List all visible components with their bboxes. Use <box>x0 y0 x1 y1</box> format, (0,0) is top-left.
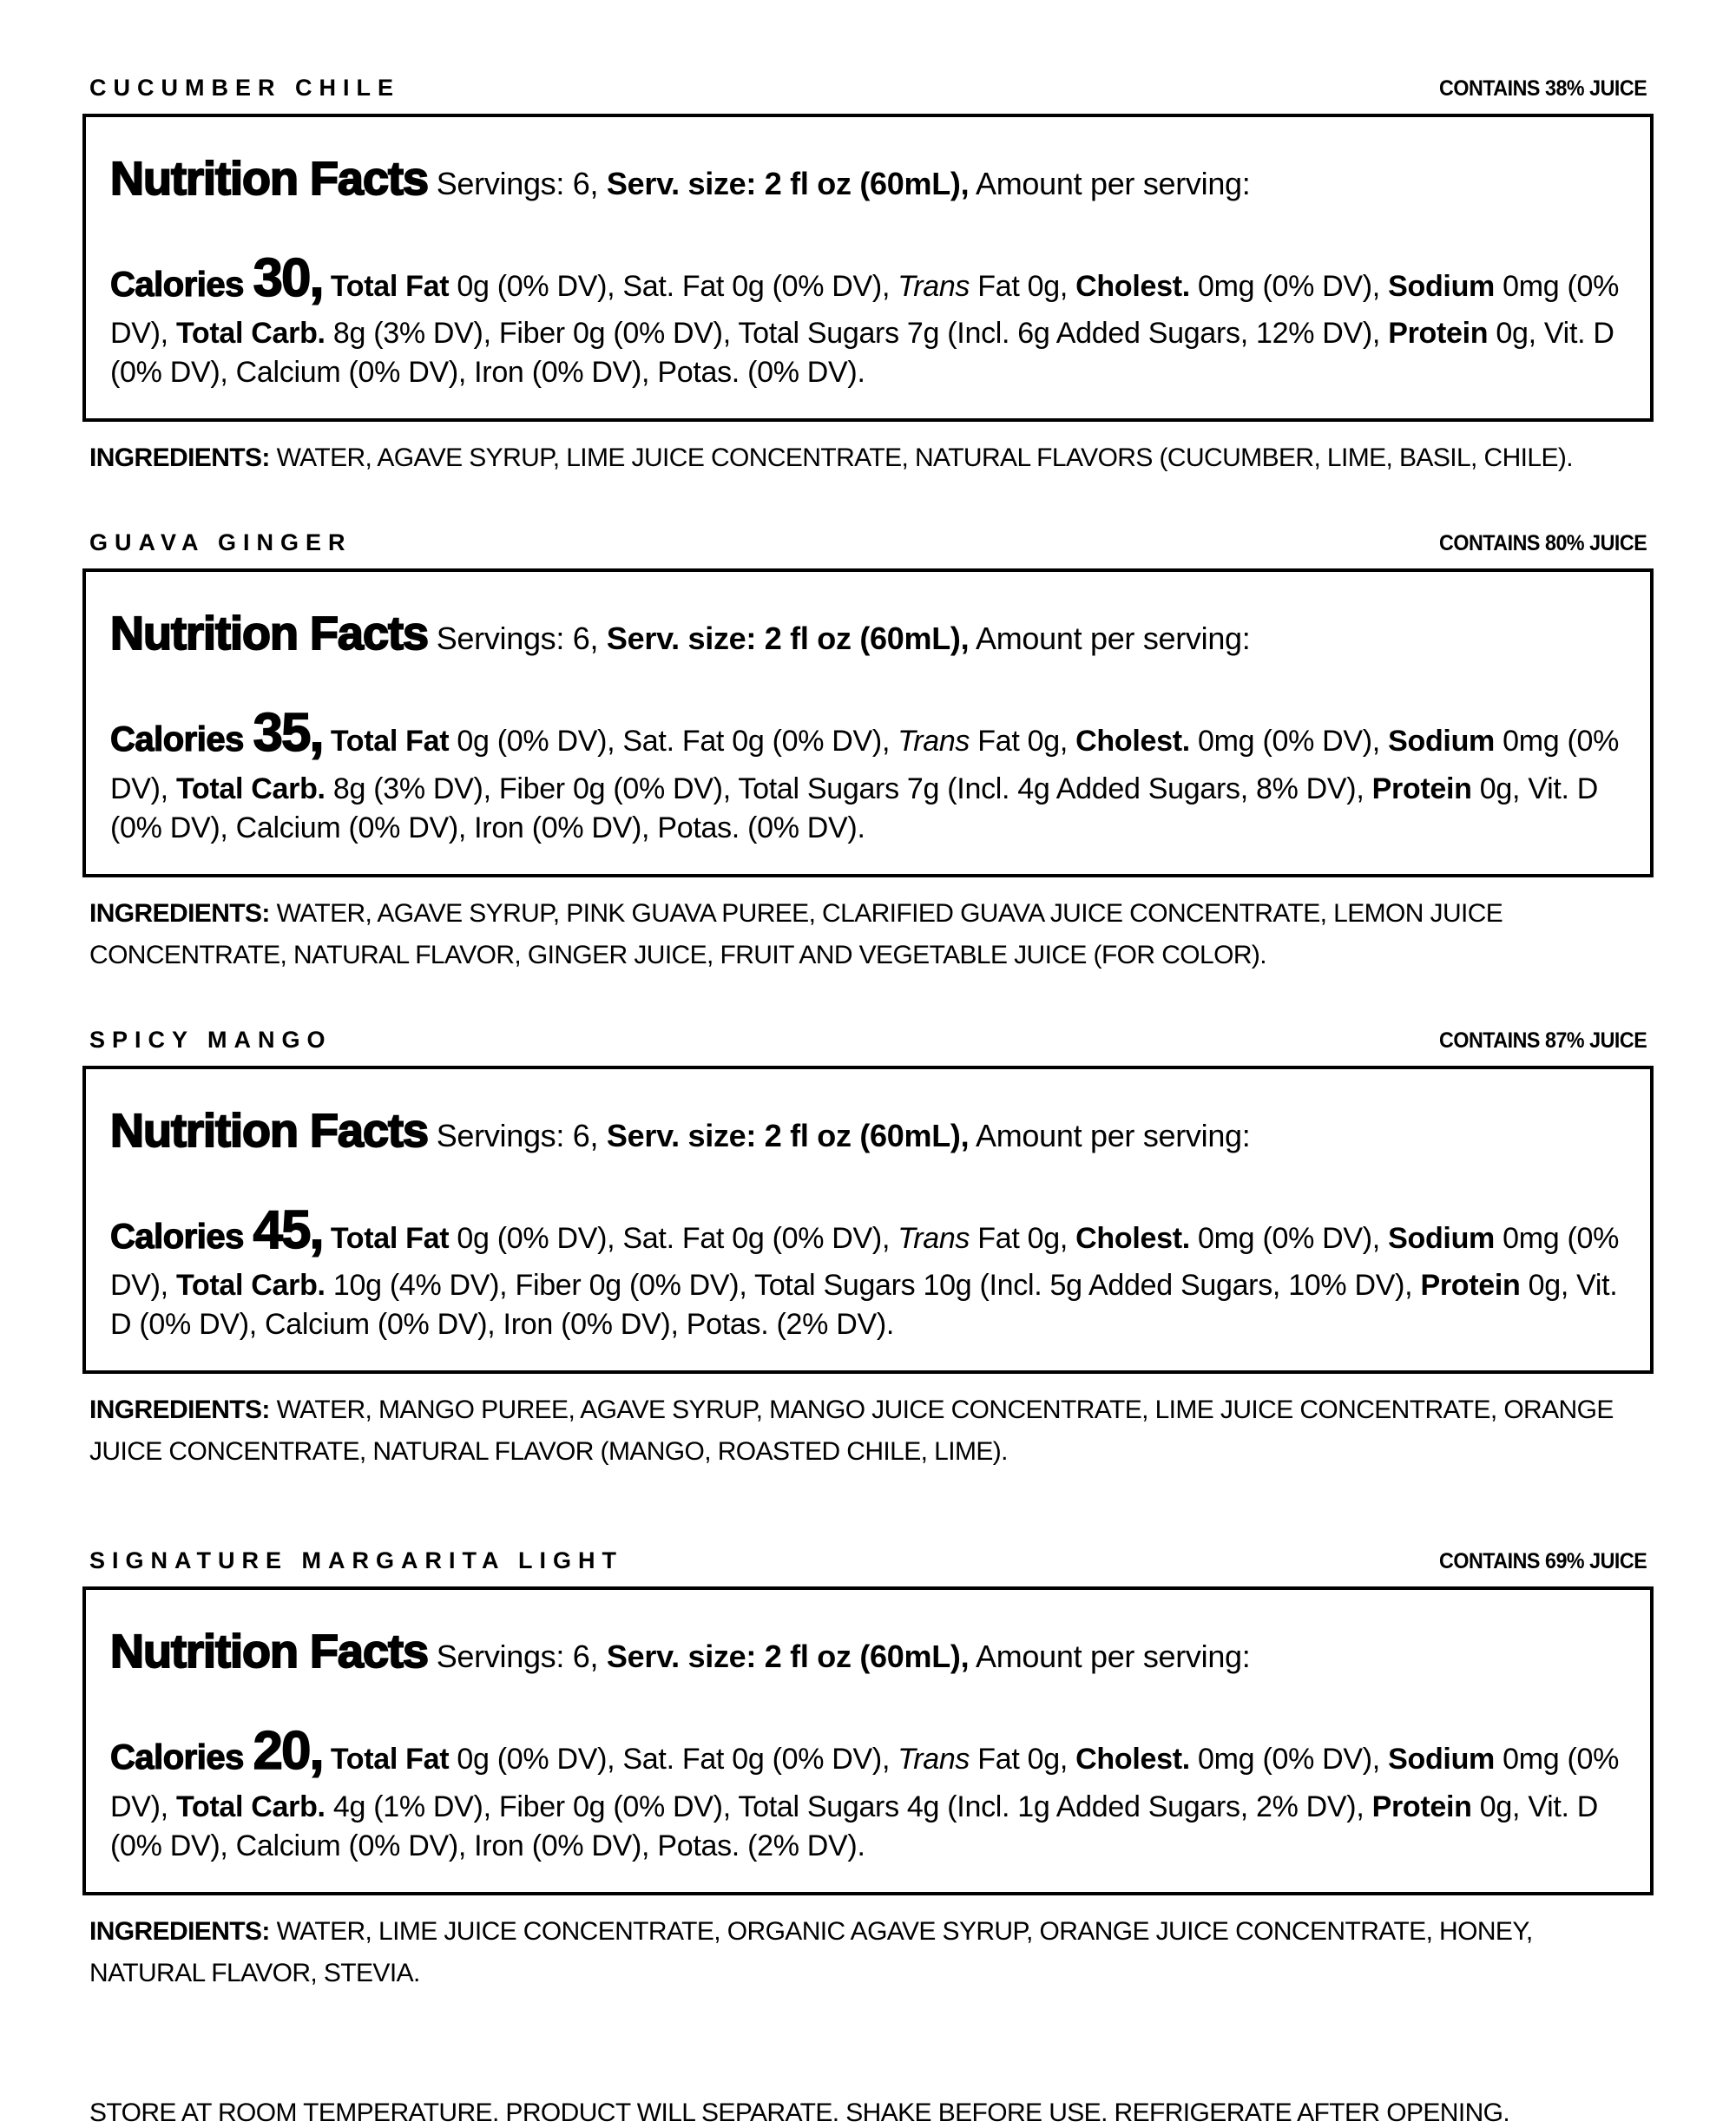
nutrition-facts-title-line: Nutrition Facts Servings: 6, Serv. size: 2 fl oz (60mL), Amount per serving: <box>110 608 1251 660</box>
ingredients-line <box>89 893 1647 976</box>
ingredients-line <box>89 1389 1647 1473</box>
nutrition-facts-title-line: Nutrition Facts Servings: 6, Serv. size: 2 fl oz (60mL), Amount per serving: <box>110 1104 1251 1157</box>
ingredients-label: INGREDIENTS: <box>89 898 270 928</box>
juice-content-label: CONTAINS 80% JUICE <box>1438 531 1647 556</box>
product-section-cucumber-chile <box>82 75 1654 479</box>
juice-content-label: CONTAINS 69% JUICE <box>1438 1549 1647 1574</box>
product-name: CUCUMBER CHILE <box>89 75 400 101</box>
ingredients-text: WATER, MANGO PUREE, AGAVE SYRUP, MANGO JUICE CONCENTRATE, LIME JUICE CONCENTRATE, ORANGE JUICE CONCENTRATE, NATURAL FLAVOR (MANGO, ROASTED CHILE, LIME). <box>89 1396 1614 1467</box>
nutrition-facts-box <box>82 1586 1654 1895</box>
juice-content-label: CONTAINS 87% JUICE <box>1438 1028 1647 1053</box>
product-section-signature-margarita-light <box>82 1547 1654 1993</box>
ingredients-label: INGREDIENTS: <box>89 1396 270 1425</box>
section-head <box>89 1547 1647 1574</box>
ingredients-text: WATER, LIME JUICE CONCENTRATE, ORGANIC AGAVE SYRUP, ORANGE JUICE CONCENTRATE, HONEY, NATURAL FLAVOR, STEVIA. <box>89 1916 1533 1987</box>
product-name: GUAVA GINGER <box>89 529 352 556</box>
product-name: SPICY MANGO <box>89 1026 332 1053</box>
ingredients-line <box>89 1911 1647 1994</box>
nutrition-facts-body: Calories 30, Total Fat 0g (0% DV), Sat. Fat 0g (0% DV), Trans Fat 0g, Cholest. 0mg (0% DV), Sodium 0mg (0% DV), Total Carb. 8g (3% DV), Fiber 0g (0% DV), Total Sugars 7g (Incl. 6g Added Sugars, 12% DV), Protein 0g, Vit. D (0% DV), Calcium (0% DV), Iron (0% DV), Potas. (0% DV). <box>110 247 1620 390</box>
section-head <box>89 75 1647 102</box>
section-head <box>89 1027 1647 1054</box>
nutrition-facts-title-line: Nutrition Facts Servings: 6, Serv. size: 2 fl oz (60mL), Amount per serving: <box>110 153 1251 205</box>
storage-instructions: STORE AT ROOM TEMPERATURE. PRODUCT WILL SEPARATE. SHAKE BEFORE USE. REFRIGERATE AFTER OPENING. <box>89 2098 1510 2127</box>
nutrition-facts-box <box>82 1066 1654 1374</box>
nutrition-facts-body: Calories 20, Total Fat 0g (0% DV), Sat. Fat 0g (0% DV), Trans Fat 0g, Cholest. 0mg (0% DV), Sodium 0mg (0% DV), Total Carb. 4g (1% DV), Fiber 0g (0% DV), Total Sugars 4g (Incl. 1g Added Sugars, 2% DV), Protein 0g, Vit. D (0% DV), Calcium (0% DV), Iron (0% DV), Potas. (2% DV). <box>110 1721 1620 1862</box>
product-name: SIGNATURE MARGARITA LIGHT <box>89 1547 623 1574</box>
ingredients-text: WATER, AGAVE SYRUP, LIME JUICE CONCENTRATE, NATURAL FLAVORS (CUCUMBER, LIME, BASIL, CHILE). <box>276 443 1574 473</box>
nutrition-facts-body: Calories 45, Total Fat 0g (0% DV), Sat. Fat 0g (0% DV), Trans Fat 0g, Cholest. 0mg (0% DV), Sodium 0mg (0% DV), Total Carb. 10g (4% DV), Fiber 0g (0% DV), Total Sugars 10g (Incl. 5g Added Sugars, 10% DV), Protein 0g, Vit. D (0% DV), Calcium (0% DV), Iron (0% DV), Potas. (2% DV). <box>110 1199 1620 1342</box>
section-head <box>89 529 1647 556</box>
juice-content-label: CONTAINS 38% JUICE <box>1438 76 1647 101</box>
nutrition-facts-title-line: Nutrition Facts Servings: 6, Serv. size: 2 fl oz (60mL), Amount per serving: <box>110 1626 1251 1678</box>
ingredients-line <box>89 437 1647 479</box>
ingredients-label: INGREDIENTS: <box>89 1916 270 1946</box>
product-section-guava-ginger <box>82 529 1654 975</box>
ingredients-label: INGREDIENTS: <box>89 443 270 473</box>
ingredients-text: WATER, AGAVE SYRUP, PINK GUAVA PUREE, CLARIFIED GUAVA JUICE CONCENTRATE, LEMON JUICE CONCENTRATE, NATURAL FLAVOR, GINGER JUICE, FRUIT AND VEGETABLE JUICE (FOR COLOR). <box>89 898 1503 969</box>
product-section-spicy-mango <box>82 1027 1654 1473</box>
nutrition-facts-body: Calories 35, Total Fat 0g (0% DV), Sat. Fat 0g (0% DV), Trans Fat 0g, Cholest. 0mg (0% DV), Sodium 0mg (0% DV), Total Carb. 8g (3% DV), Fiber 0g (0% DV), Total Sugars 7g (Incl. 4g Added Sugars, 8% DV), Protein 0g, Vit. D (0% DV), Calcium (0% DV), Iron (0% DV), Potas. (0% DV). <box>110 703 1620 844</box>
nutrition-facts-box <box>82 568 1654 877</box>
nutrition-facts-box <box>82 114 1654 422</box>
